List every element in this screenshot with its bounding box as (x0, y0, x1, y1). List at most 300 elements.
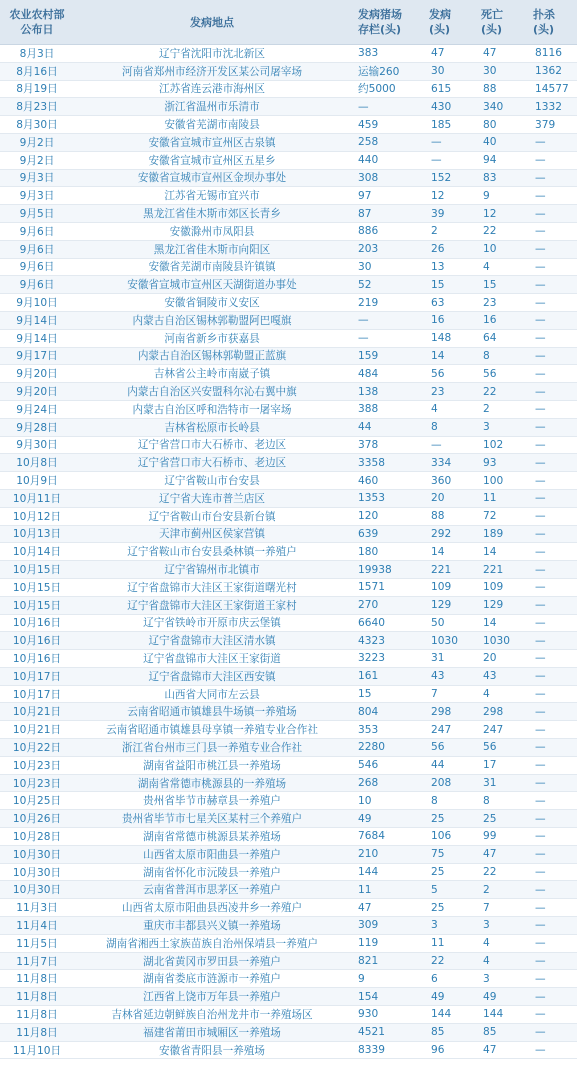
table-row (0, 863, 577, 881)
cell-dead: 2 (473, 400, 525, 418)
cell-sick: 14 (421, 543, 473, 561)
cell-place: 辽宁省盘锦市大洼区清水镇 (74, 632, 350, 650)
table-row (0, 1041, 577, 1059)
table-row (0, 400, 577, 418)
table-row (0, 240, 577, 258)
cell-date: 10月30日 (0, 845, 74, 863)
cell-culled: — (525, 667, 577, 685)
cell-place: 安徽省芜湖市南陵县 (74, 116, 350, 134)
cell-dead: 83 (473, 169, 525, 187)
cell-stock: 44 (350, 418, 421, 436)
cell-place: 云南省普洱市思茅区一养殖户 (74, 881, 350, 899)
cell-stock: 210 (350, 845, 421, 863)
cell-culled: — (525, 472, 577, 490)
cell-culled: 379 (525, 116, 577, 134)
cell-date: 10月21日 (0, 703, 74, 721)
cell-culled: — (525, 1041, 577, 1059)
table-row (0, 721, 577, 739)
cell-date: 9月30日 (0, 436, 74, 454)
table-row (0, 525, 577, 543)
cell-sick: 63 (421, 294, 473, 312)
cell-dead: 30 (473, 62, 525, 80)
cell-place: 湖南省怀化市沅陵县一养殖户 (74, 863, 350, 881)
table-row (0, 578, 577, 596)
table-row (0, 899, 577, 917)
table-row (0, 881, 577, 899)
cell-dead: 47 (473, 845, 525, 863)
cell-place: 天津市蓟州区侯家营镇 (74, 525, 350, 543)
cell-dead: 14 (473, 614, 525, 632)
cell-place: 辽宁省盘锦市大洼区王家街道王家村 (74, 596, 350, 614)
cell-dead: 11 (473, 489, 525, 507)
cell-stock: 219 (350, 294, 421, 312)
cell-dead: 47 (473, 1041, 525, 1059)
cell-dead: 22 (473, 383, 525, 401)
cell-stock: 6640 (350, 614, 421, 632)
cell-sick: 43 (421, 667, 473, 685)
cell-date: 10月30日 (0, 863, 74, 881)
cell-date: 9月24日 (0, 400, 74, 418)
cell-culled: — (525, 614, 577, 632)
cell-culled: 1332 (525, 98, 577, 116)
cell-dead: 9 (473, 187, 525, 205)
cell-date: 10月16日 (0, 650, 74, 668)
cell-stock: 7684 (350, 828, 421, 846)
cell-culled: 14577 (525, 80, 577, 98)
table-row (0, 98, 577, 116)
cell-sick: 106 (421, 828, 473, 846)
table-row (0, 311, 577, 329)
cell-culled: — (525, 311, 577, 329)
cell-culled: — (525, 329, 577, 347)
cell-date: 10月12日 (0, 507, 74, 525)
cell-sick: 25 (421, 899, 473, 917)
cell-culled: — (525, 1006, 577, 1024)
cell-stock: 10 (350, 792, 421, 810)
header-culled: 扑杀 (头) (525, 0, 577, 45)
cell-date: 9月14日 (0, 329, 74, 347)
cell-place: 安徽省青阳县一养殖场 (74, 1041, 350, 1059)
cell-culled: — (525, 561, 577, 579)
cell-stock: 154 (350, 988, 421, 1006)
cell-place: 贵州省毕节市赫章县一养殖户 (74, 792, 350, 810)
cell-culled: — (525, 970, 577, 988)
cell-sick: — (421, 436, 473, 454)
cell-place: 江苏省连云港市海州区 (74, 80, 350, 98)
cell-culled: — (525, 525, 577, 543)
cell-stock: 804 (350, 703, 421, 721)
cell-place: 安徽滁州市凤阳县 (74, 222, 350, 240)
cell-culled: — (525, 828, 577, 846)
cell-stock: 353 (350, 721, 421, 739)
cell-place: 贵州省毕节市七星关区某村三个养殖户 (74, 810, 350, 828)
cell-sick: 3 (421, 917, 473, 935)
cell-place: 安徽省宣城市宣州区五星乡 (74, 151, 350, 169)
cell-stock: 821 (350, 952, 421, 970)
cell-sick: 23 (421, 383, 473, 401)
cell-sick: 8 (421, 792, 473, 810)
cell-culled: — (525, 917, 577, 935)
table-row (0, 294, 577, 312)
cell-place: 安徽省芜湖市南陵县许镇镇 (74, 258, 350, 276)
cell-dead: 3 (473, 418, 525, 436)
cell-sick: 14 (421, 347, 473, 365)
cell-date: 9月14日 (0, 311, 74, 329)
cell-stock: 49 (350, 810, 421, 828)
cell-place: 湖南省益阳市桃江县一养殖场 (74, 756, 350, 774)
cell-sick: 88 (421, 507, 473, 525)
cell-stock: 546 (350, 756, 421, 774)
cell-sick: 44 (421, 756, 473, 774)
cell-stock: 120 (350, 507, 421, 525)
cell-culled: — (525, 774, 577, 792)
table-row (0, 792, 577, 810)
cell-stock: 1571 (350, 578, 421, 596)
cell-culled: — (525, 383, 577, 401)
table-row (0, 845, 577, 863)
table-row (0, 205, 577, 223)
cell-stock: 159 (350, 347, 421, 365)
cell-stock: 30 (350, 258, 421, 276)
table-row (0, 329, 577, 347)
cell-culled: — (525, 454, 577, 472)
cell-place: 山西省太原市阳曲县西凌井乡一养殖户 (74, 899, 350, 917)
cell-place: 内蒙古自治区兴安盟科尔沁右翼中旗 (74, 383, 350, 401)
cell-date: 10月13日 (0, 525, 74, 543)
cell-date: 10月11日 (0, 489, 74, 507)
cell-sick: 292 (421, 525, 473, 543)
cell-place: 吉林省延边朝鲜族自治州龙井市一养殖场区 (74, 1006, 350, 1024)
cell-culled: — (525, 863, 577, 881)
cell-date: 9月6日 (0, 222, 74, 240)
cell-culled: — (525, 988, 577, 1006)
cell-culled: — (525, 133, 577, 151)
cell-dead: 10 (473, 240, 525, 258)
cell-date: 9月20日 (0, 365, 74, 383)
cell-stock: 161 (350, 667, 421, 685)
cell-date: 10月23日 (0, 774, 74, 792)
cell-date: 9月2日 (0, 151, 74, 169)
table-row (0, 828, 577, 846)
cell-dead: 2 (473, 881, 525, 899)
cell-culled: — (525, 347, 577, 365)
cell-stock: 2280 (350, 739, 421, 757)
cell-dead: 8 (473, 347, 525, 365)
cell-sick: 96 (421, 1041, 473, 1059)
cell-date: 9月3日 (0, 187, 74, 205)
cell-sick: 221 (421, 561, 473, 579)
cell-dead: 144 (473, 1006, 525, 1024)
cell-place: 内蒙古自治区锡林郭勒盟阿巴嘎旗 (74, 311, 350, 329)
cell-date: 9月17日 (0, 347, 74, 365)
cell-stock: 138 (350, 383, 421, 401)
cell-culled: 8116 (525, 45, 577, 63)
cell-date: 10月26日 (0, 810, 74, 828)
cell-sick: 298 (421, 703, 473, 721)
cell-stock: 9 (350, 970, 421, 988)
cell-place: 河南省郑州市经济开发区某公司屠宰场 (74, 62, 350, 80)
cell-sick: 49 (421, 988, 473, 1006)
cell-culled: — (525, 934, 577, 952)
cell-dead: 3 (473, 970, 525, 988)
cell-sick: 50 (421, 614, 473, 632)
cell-place: 云南省昭通市镇雄县牛场镇一养殖场 (74, 703, 350, 721)
cell-date: 9月28日 (0, 418, 74, 436)
cell-dead: 49 (473, 988, 525, 1006)
table-row (0, 632, 577, 650)
table-row (0, 454, 577, 472)
cell-stock: 约5000 (350, 80, 421, 98)
cell-sick: 85 (421, 1023, 473, 1041)
cell-stock: 930 (350, 1006, 421, 1024)
cell-place: 辽宁省鞍山市台安县 (74, 472, 350, 490)
cell-sick: 2 (421, 222, 473, 240)
cell-sick: 7 (421, 685, 473, 703)
cell-place: 辽宁省沈阳市沈北新区 (74, 45, 350, 63)
cell-place: 黑龙江省佳木斯市郊区长青乡 (74, 205, 350, 223)
table-row (0, 1023, 577, 1041)
cell-place: 辽宁省营口市大石桥市、老边区 (74, 454, 350, 472)
cell-sick: 615 (421, 80, 473, 98)
header-place: 发病地点 (74, 0, 350, 45)
cell-dead: 43 (473, 667, 525, 685)
cell-culled: — (525, 169, 577, 187)
cell-date: 10月21日 (0, 721, 74, 739)
cell-sick: 31 (421, 650, 473, 668)
table-row (0, 222, 577, 240)
table-row (0, 756, 577, 774)
table-row (0, 685, 577, 703)
cell-dead: 298 (473, 703, 525, 721)
cell-sick: 47 (421, 45, 473, 63)
cell-dead: 109 (473, 578, 525, 596)
cell-stock: 460 (350, 472, 421, 490)
cell-sick: 25 (421, 810, 473, 828)
table-row (0, 596, 577, 614)
cell-sick: 8 (421, 418, 473, 436)
cell-place: 安徽省宣城市宣州区天湖街道办事处 (74, 276, 350, 294)
cell-stock: 180 (350, 543, 421, 561)
table-row (0, 133, 577, 151)
cell-dead: 88 (473, 80, 525, 98)
cell-culled: — (525, 952, 577, 970)
cell-date: 8月3日 (0, 45, 74, 63)
header-dead: 死亡 (头) (473, 0, 525, 45)
cell-stock: 484 (350, 365, 421, 383)
cell-date: 11月5日 (0, 934, 74, 952)
cell-date: 10月15日 (0, 578, 74, 596)
cell-sick: 5 (421, 881, 473, 899)
cell-stock: 8339 (350, 1041, 421, 1059)
cell-sick: 360 (421, 472, 473, 490)
cell-date: 9月2日 (0, 133, 74, 151)
cell-date: 11月8日 (0, 1023, 74, 1041)
cell-stock: 309 (350, 917, 421, 935)
cell-culled: — (525, 258, 577, 276)
table-row (0, 472, 577, 490)
cell-date: 10月15日 (0, 596, 74, 614)
cell-sick: 15 (421, 276, 473, 294)
cell-dead: 8 (473, 792, 525, 810)
cell-date: 11月10日 (0, 1041, 74, 1059)
cell-culled: — (525, 650, 577, 668)
cell-dead: 340 (473, 98, 525, 116)
cell-date: 10月16日 (0, 632, 74, 650)
cell-place: 重庆市丰都县兴义镇一养殖场 (74, 917, 350, 935)
cell-stock: 11 (350, 881, 421, 899)
cell-date: 10月22日 (0, 739, 74, 757)
cell-date: 11月7日 (0, 952, 74, 970)
cell-place: 辽宁省大连市普兰店区 (74, 489, 350, 507)
cell-place: 辽宁省锦州市北镇市 (74, 561, 350, 579)
cell-dead: 100 (473, 472, 525, 490)
cell-dead: 15 (473, 276, 525, 294)
cell-culled: — (525, 222, 577, 240)
cell-culled: — (525, 721, 577, 739)
cell-place: 江苏省无锡市宜兴市 (74, 187, 350, 205)
cell-sick: 12 (421, 187, 473, 205)
cell-dead: 14 (473, 543, 525, 561)
cell-date: 9月20日 (0, 383, 74, 401)
table-row (0, 436, 577, 454)
cell-date: 10月8日 (0, 454, 74, 472)
cell-date: 10月14日 (0, 543, 74, 561)
cell-culled: — (525, 632, 577, 650)
cell-culled: — (525, 1023, 577, 1041)
cell-stock: 440 (350, 151, 421, 169)
cell-culled: — (525, 276, 577, 294)
cell-place: 浙江省台州市三门县一养殖专业合作社 (74, 739, 350, 757)
table-body (0, 45, 577, 1059)
cell-culled: — (525, 436, 577, 454)
cell-culled: — (525, 703, 577, 721)
cell-dead: 23 (473, 294, 525, 312)
table-row (0, 258, 577, 276)
cell-dead: 56 (473, 365, 525, 383)
cell-stock: 15 (350, 685, 421, 703)
cell-culled: — (525, 845, 577, 863)
cell-sick: 20 (421, 489, 473, 507)
table-row (0, 365, 577, 383)
cell-stock: 97 (350, 187, 421, 205)
cell-stock: 639 (350, 525, 421, 543)
table-row (0, 418, 577, 436)
table-row (0, 667, 577, 685)
cell-date: 9月10日 (0, 294, 74, 312)
cell-place: 辽宁省鞍山市台安县桑林镇一养殖户 (74, 543, 350, 561)
header-sick: 发病 (头) (421, 0, 473, 45)
cell-sick: 11 (421, 934, 473, 952)
cell-place: 辽宁省铁岭市开原市庆云堡镇 (74, 614, 350, 632)
cell-stock: 19938 (350, 561, 421, 579)
table-row (0, 988, 577, 1006)
cell-place: 辽宁省盘锦市大洼区西安镇 (74, 667, 350, 685)
cell-dead: 72 (473, 507, 525, 525)
cell-sick: — (421, 151, 473, 169)
cell-dead: 20 (473, 650, 525, 668)
cell-sick: 208 (421, 774, 473, 792)
table-row (0, 917, 577, 935)
cell-date: 10月15日 (0, 561, 74, 579)
cell-stock: 203 (350, 240, 421, 258)
cell-dead: 4 (473, 258, 525, 276)
cell-culled: — (525, 365, 577, 383)
cell-dead: 25 (473, 810, 525, 828)
cell-place: 辽宁省鞍山市台安县新台镇 (74, 507, 350, 525)
cell-culled: — (525, 543, 577, 561)
cell-dead: 85 (473, 1023, 525, 1041)
cell-date: 11月8日 (0, 988, 74, 1006)
cell-culled: — (525, 810, 577, 828)
cell-date: 9月6日 (0, 240, 74, 258)
cell-place: 湖南省常德市桃源县某养殖场 (74, 828, 350, 846)
cell-culled: — (525, 294, 577, 312)
cell-culled: — (525, 418, 577, 436)
table-row (0, 739, 577, 757)
cell-sick: 430 (421, 98, 473, 116)
cell-sick: 4 (421, 400, 473, 418)
table-row (0, 614, 577, 632)
cell-stock: 270 (350, 596, 421, 614)
cell-culled: — (525, 739, 577, 757)
cell-dead: 17 (473, 756, 525, 774)
cell-place: 辽宁省营口市大石桥市、老边区 (74, 436, 350, 454)
cell-stock: 378 (350, 436, 421, 454)
cell-culled: — (525, 400, 577, 418)
cell-place: 湖南省娄底市涟源市一养殖户 (74, 970, 350, 988)
cell-date: 10月16日 (0, 614, 74, 632)
cell-sick: 152 (421, 169, 473, 187)
cell-stock: 3223 (350, 650, 421, 668)
cell-stock: 459 (350, 116, 421, 134)
cell-dead: 247 (473, 721, 525, 739)
cell-stock: 383 (350, 45, 421, 63)
cell-dead: 221 (473, 561, 525, 579)
cell-sick: 39 (421, 205, 473, 223)
cell-sick: 185 (421, 116, 473, 134)
cell-place: 吉林省松原市长岭县 (74, 418, 350, 436)
cell-place: 福建省莆田市城厢区一养殖场 (74, 1023, 350, 1041)
table-row (0, 187, 577, 205)
cell-sick: 13 (421, 258, 473, 276)
cell-stock: 4521 (350, 1023, 421, 1041)
table-row (0, 970, 577, 988)
cell-sick: 30 (421, 62, 473, 80)
cell-sick: 109 (421, 578, 473, 596)
cell-place: 安徽省宣城市宣州区金坝办事处 (74, 169, 350, 187)
cell-date: 9月6日 (0, 258, 74, 276)
cell-dead: 129 (473, 596, 525, 614)
header-row (0, 0, 577, 45)
cell-place: 云南省昭通市镇雄县母享镇一养殖专业合作社 (74, 721, 350, 739)
cell-date: 11月8日 (0, 970, 74, 988)
cell-date: 10月17日 (0, 667, 74, 685)
cell-dead: 47 (473, 45, 525, 63)
cell-stock: 886 (350, 222, 421, 240)
cell-sick: 25 (421, 863, 473, 881)
cell-place: 吉林省公主岭市南崴子镇 (74, 365, 350, 383)
cell-stock: 268 (350, 774, 421, 792)
cell-date: 10月17日 (0, 685, 74, 703)
cell-sick: 129 (421, 596, 473, 614)
cell-date: 11月4日 (0, 917, 74, 935)
table-row (0, 383, 577, 401)
cell-culled: — (525, 881, 577, 899)
cell-stock: 119 (350, 934, 421, 952)
cell-stock: 1353 (350, 489, 421, 507)
table-row (0, 934, 577, 952)
cell-date: 10月9日 (0, 472, 74, 490)
